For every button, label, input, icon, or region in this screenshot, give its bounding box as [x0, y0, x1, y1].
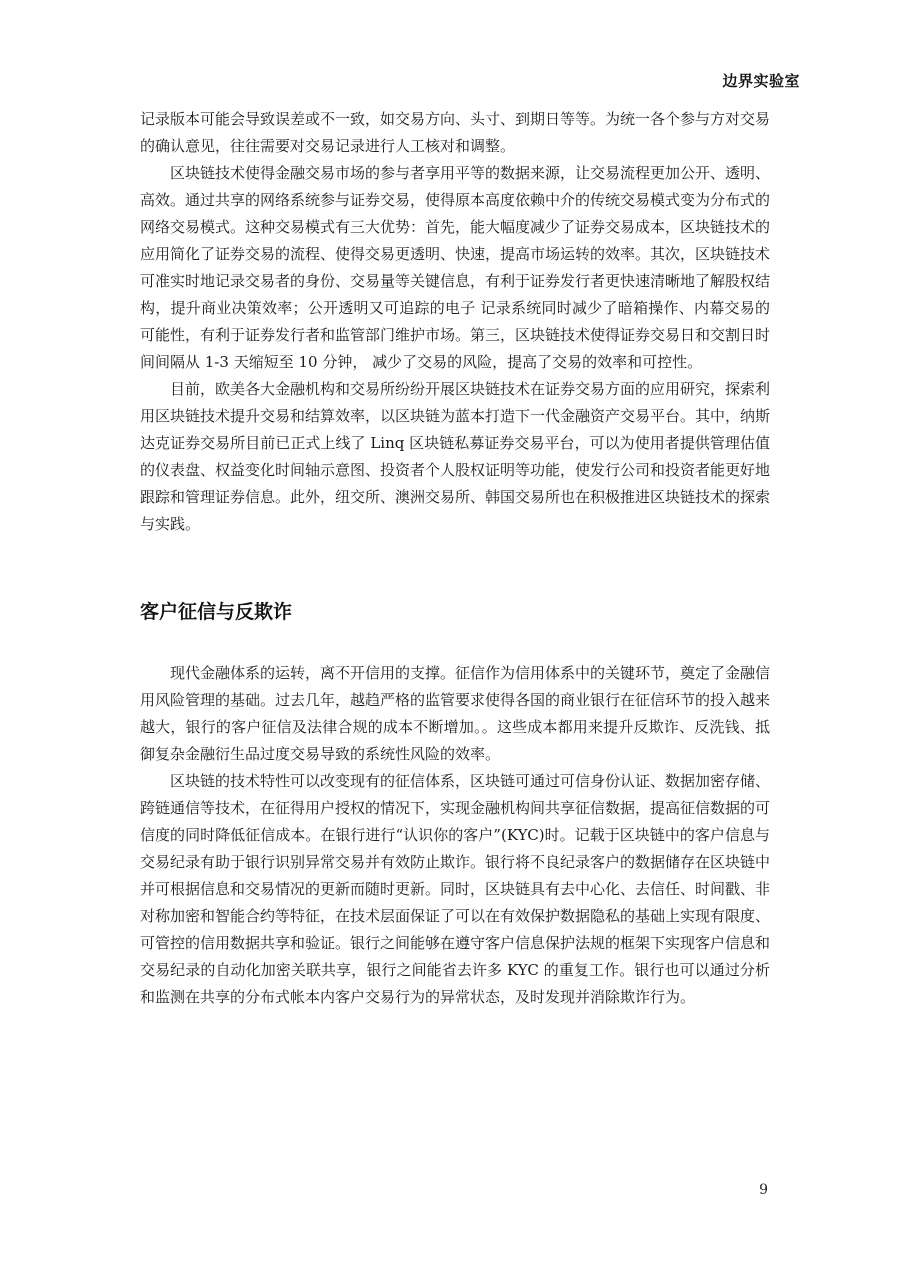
paragraph: 记录版本可能会导致误差或不一致，如交易方向、头寸、到期日等等。为统一各个参与方对交易的确认意见，往往需要对交易记录进行人工核对和调整。	[140, 110, 771, 155]
paragraph: 区块链的技术特性可以改变现有的征信体系，区块链可通过可信身份认证、数据加密存储、跨链通信等技术，在征得用户授权的情况下，实现金融机构间共享征信数据，提高征信数据的可信度的同时降低征信成本。在银行进行“认识你的客户”(KYC)时。记载于区块链中的客户信息与交易纪录有助于银行识别异常交易并有效防止欺诈。银行将不良纪录客户的数据储存在区块链中并可根据信息和交易情况的更新而随时更新。同时，区块链具有去中心化、去信任、时间戳、非对称加密和智能合约等特征，在技术层面保证了可以在有效保护数据隐私的基础上实现有限度、可管控的信用数据共享和验证。银行之间能够在遵守客户信息保护法规的框架下实现客户信息和交易纪录的自动化加密关联共享，银行之间能省去许多 KYC 的重复工作。银行也可以通过分析和监测在共享的分布式帐本内客户交易行为的异常状态，及时发现并消除欺诈行为。	[140, 772, 771, 1006]
paragraph: 现代金融体系的运转，离不开信用的支撑。征信作为信用体系中的关键环节，奠定了金融信用风险管理的基础。过去几年，越趋严格的监管要求使得各国的商业银行在征信环节的投入越来越大，银行的客户征信及法律合规的成本不断增加。。这些成本都用来提升反欺诈、反洗钱、抵御复杂金融衍生品过度交易导致的系统性风险的效率。	[140, 664, 771, 763]
section-heading: 客户征信与反欺诈	[140, 601, 293, 623]
page-content	[140, 106, 770, 1011]
paragraph: 区块链技术使得金融交易市场的参与者享用平等的数据来源，让交易流程更加公开、透明、高效。通过共享的网络系统参与证券交易，使得原本高度依赖中介的传统交易模式变为分布式的网络交易模式。这种交易模式有三大优势：首先，能大幅度减少了证券交易成本，区块链技术的应用简化了证券交易的流程、使得交易更透明、快速，提高市场运转的效率。其次，区块链技术可准实时地记录交易者的身份、交易量等关键信息，有利于证券发行者更快速清晰地了解股权结构，提升商业决策效率；公开透明又可追踪的电子 记录系统同时减少了暗箱操作、内幕交易的可能性，有利于证券发行者和监管部门维护市场。第三，区块链技术使得证券交易日和交割日时间间隔从 1-3 天缩短至 10 分钟， 减少了交易的风险，提高了交易的效率和可控性。	[140, 164, 771, 371]
page-number: 9	[759, 1182, 768, 1198]
paragraph: 目前，欧美各大金融机构和交易所纷纷开展区块链技术在证券交易方面的应用研究，探索利用区块链技术提升交易和结算效率，以区块链为蓝本打造下一代金融资产交易平台。其中，纳斯达克证券交易所目前已正式上线了 Linq 区块链私募证券交易平台，可以为使用者提供管理估值的仪表盘、权益变化时间轴示意图、投资者个人股权证明等功能，使发行公司和投资者能更好地跟踪和管理证券信息。此外，纽交所、澳洲交易所、韩国交易所也在积极推进区块链技术的探索与实践。	[140, 380, 771, 533]
brand-logo: 边界实验室	[722, 72, 800, 90]
